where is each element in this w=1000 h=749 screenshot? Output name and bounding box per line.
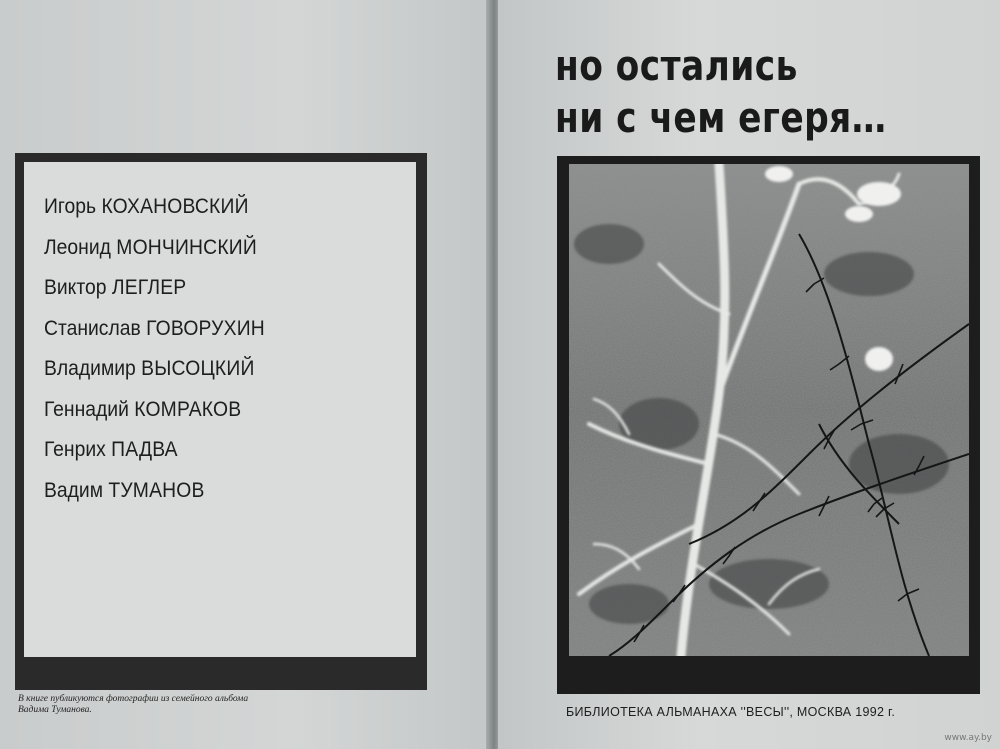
author-last-name: ЛЕГЛЕР (111, 276, 187, 299)
author-first-name: Станислав (44, 316, 141, 340)
authors-box (24, 162, 416, 657)
author-last-name: КОМРАКОВ (134, 397, 242, 421)
author-item (44, 354, 265, 395)
author-first-name: Геннадий (44, 397, 129, 421)
author-last-name: ВЫСОЦКИЙ (141, 357, 255, 380)
author-item (44, 395, 265, 436)
author-last-name: ПАДВА (111, 438, 178, 461)
author-last-name: ТУМАНОВ (108, 478, 205, 502)
left-page (0, 0, 492, 749)
author-first-name: Виктор (44, 276, 107, 299)
title-line: но остались (555, 41, 798, 90)
barbed-wire-plant-photo-icon (569, 164, 969, 656)
author-first-name: Генрих (44, 438, 106, 461)
author-item (44, 314, 265, 355)
title-line: ни с чем егеря… (555, 93, 887, 142)
author-first-name: Вадим (44, 478, 103, 502)
author-first-name: Леонид (44, 235, 111, 259)
watermark: www.ay.by (944, 733, 992, 743)
author-last-name: МОНЧИНСКИЙ (116, 235, 257, 259)
authors-frame (15, 153, 427, 690)
author-list (44, 192, 284, 516)
photo-credit-caption (18, 694, 438, 716)
photo-frame (557, 156, 980, 694)
author-item (44, 273, 265, 314)
author-first-name: Владимир (44, 357, 136, 380)
author-last-name: ГОВОРУХИН (146, 316, 265, 340)
page-title (555, 40, 887, 144)
author-first-name: Игорь (44, 195, 97, 218)
publisher-line: БИБЛИОТЕКА АЛЬМАНАХА ''ВЕСЫ'', МОСКВА 1992 г. (566, 705, 896, 719)
author-item (44, 192, 265, 233)
author-item (44, 233, 265, 274)
author-item (44, 476, 265, 517)
author-last-name: КОХАНОВСКИЙ (101, 195, 249, 218)
author-item (44, 435, 265, 476)
caption-line: Вадима Туманова. (18, 705, 92, 715)
photo-illustration (569, 164, 969, 656)
caption-line: В книге публикуются фотографии из семейного альбома (18, 694, 249, 704)
